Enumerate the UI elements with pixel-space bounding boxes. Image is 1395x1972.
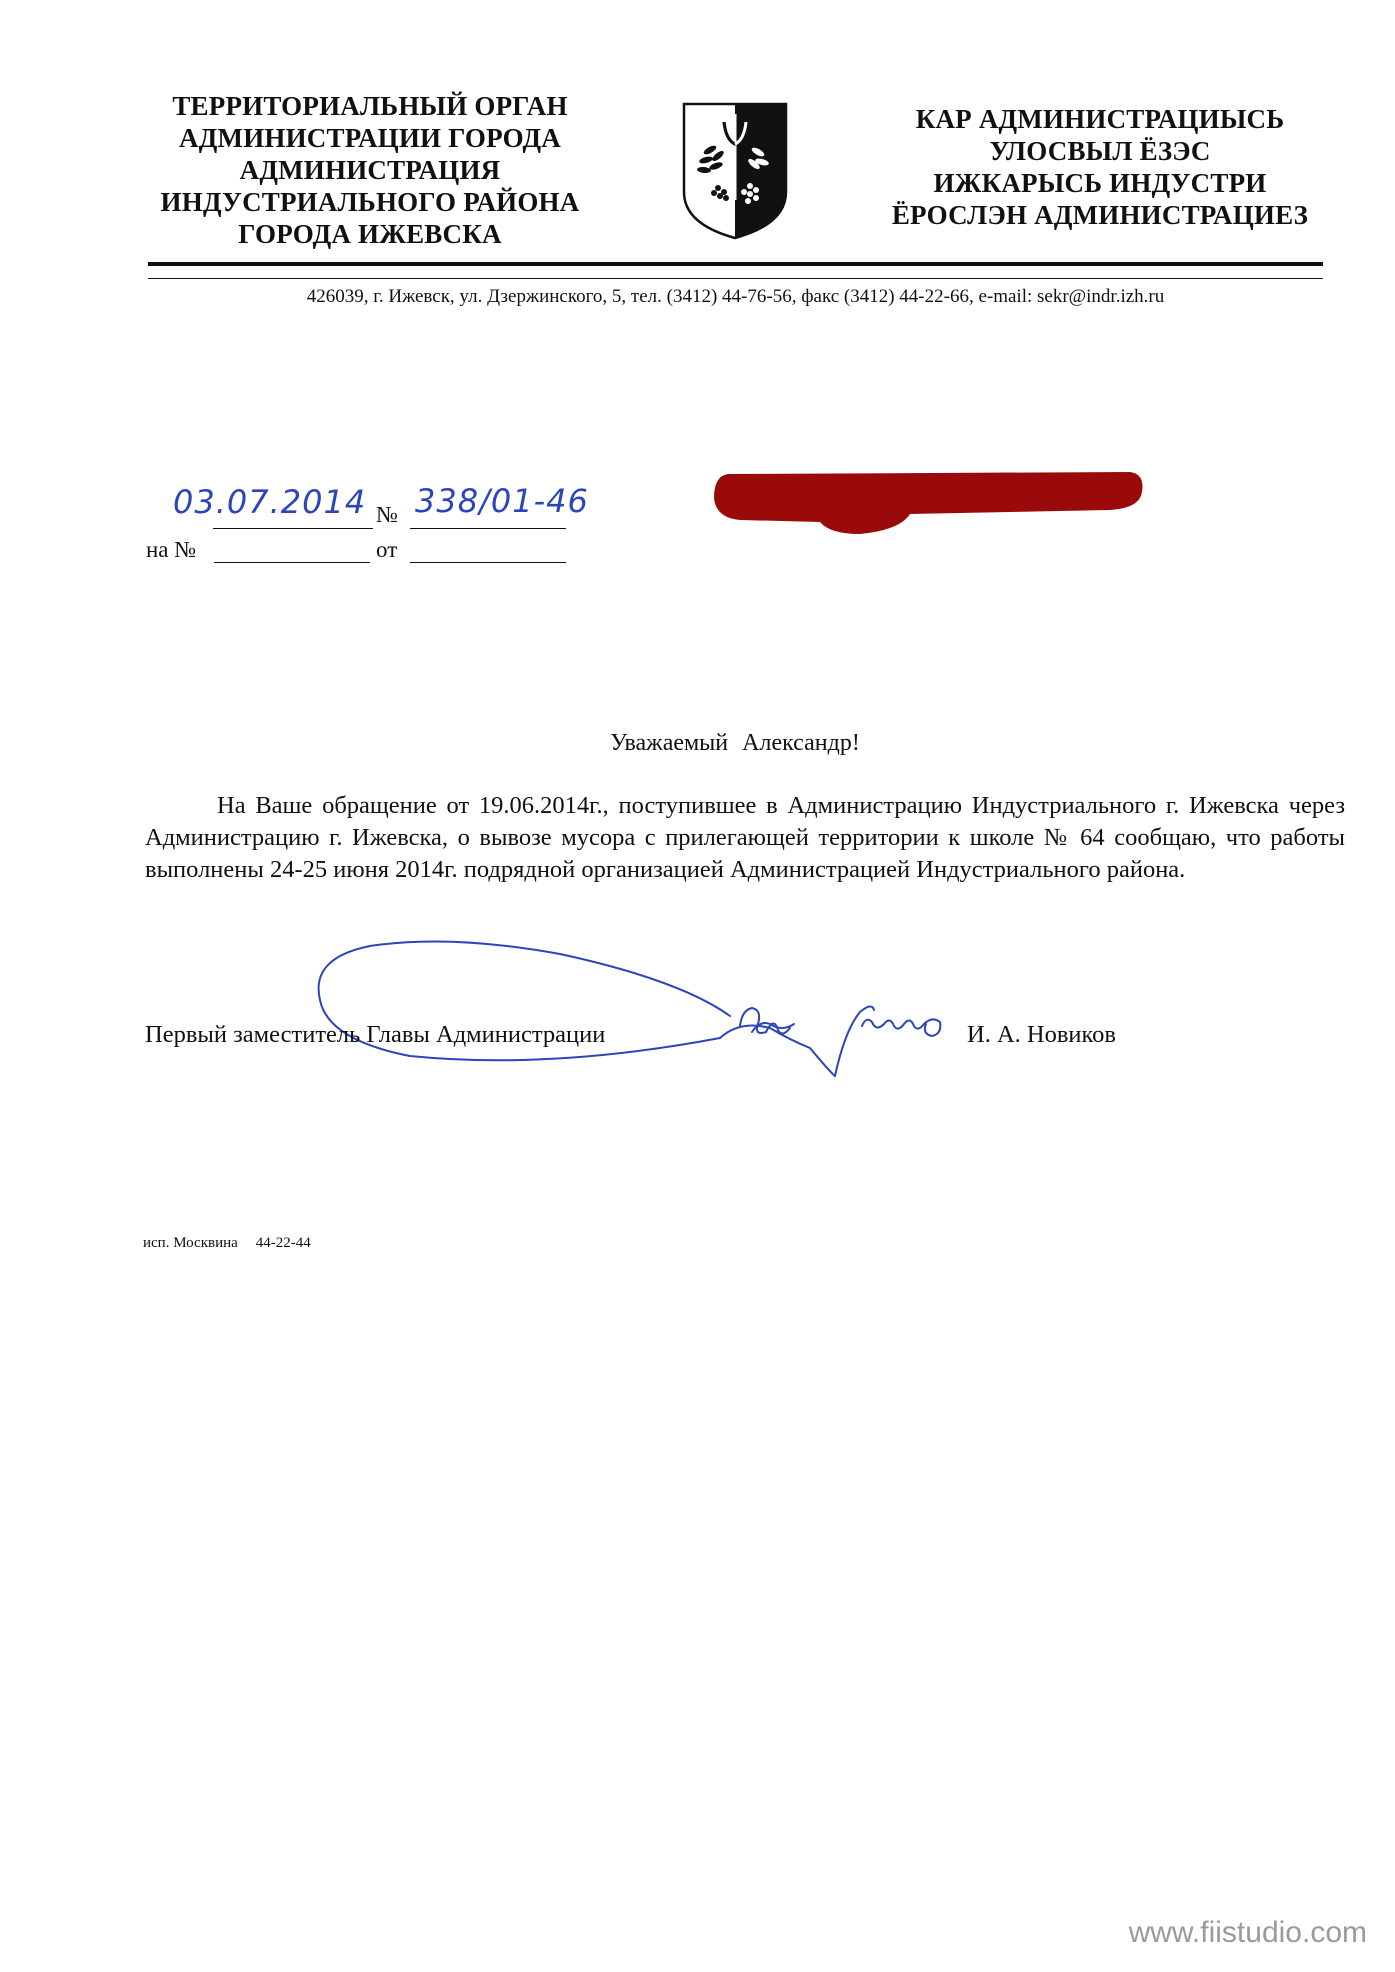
executor-name: исп. Москвина: [143, 1235, 238, 1251]
organization-name-russian: [140, 90, 600, 250]
watermark: www.fiistudio.com: [1128, 1916, 1367, 1949]
org-line: КАР АДМИНИСТРАЦИЫСЬ: [915, 104, 1285, 134]
reply-number-line: [214, 562, 370, 563]
salutation: [140, 728, 1330, 758]
header-divider-thin: [148, 278, 1323, 279]
reply-date-line: [410, 562, 566, 563]
org-line: ИНДУСТРИАЛЬНОГО РАЙОНА: [160, 187, 580, 217]
number-sign: №: [376, 502, 398, 527]
org-line: ИЖКАРЫСЬ ИНДУСТРИ: [933, 168, 1267, 198]
reply-to-label: на №: [146, 537, 197, 562]
executor-info: [143, 1233, 311, 1253]
outgoing-number: 338/01-46: [415, 482, 589, 520]
org-line: ЁРОСЛЭН АДМИНИСТРАЦИЕЗ: [891, 200, 1309, 230]
signer-title: Первый заместитель Главы Администрации: [145, 1021, 606, 1048]
organization-address: 426039, г. Ижевск, ул. Дзержинского, 5, тел. (3412) 44-76-56, факс (3412) 44-22-66, e-mail: sekr@indr.izh.ru: [306, 286, 1165, 307]
org-line: АДМИНИСТРАЦИЯ: [239, 155, 501, 185]
org-line: УЛОСВЫЛ ЁЗЭС: [989, 136, 1211, 166]
signer-name: И. А. Новиков: [967, 1021, 1116, 1048]
header-divider-thick: [148, 262, 1323, 266]
letter-body: На Ваше обращение от 19.06.2014г., поступившее в Администрацию Индустриального г. Ижевска через Администрацию г. Ижевска, о вывозе мусора с прилегающей территории к школе № 64 сообщаю, что работы выполнены 24-25 июня 2014г. подрядной организацией Администрацией Индустриального района.: [145, 792, 1345, 883]
number-line: [410, 528, 566, 529]
organization-name-udmurt: [870, 103, 1330, 231]
outgoing-date: 03.07.2014: [173, 483, 367, 521]
org-line: ГОРОДА ИЖЕВСКА: [238, 219, 502, 249]
org-line: АДМИНИСТРАЦИИ ГОРОДА: [179, 123, 561, 153]
handwritten-signature: [300, 920, 960, 1090]
salutation-text: Уважаемый Александр!: [610, 730, 860, 756]
executor-phone: 44-22-44: [255, 1235, 311, 1251]
redacted-addressee: [710, 470, 1145, 540]
from-label: от: [376, 537, 398, 562]
org-line: ТЕРРИТОРИАЛЬНЫЙ ОРГАН: [172, 91, 568, 121]
coat-of-arms-icon: [680, 100, 790, 240]
date-line: [213, 528, 373, 529]
